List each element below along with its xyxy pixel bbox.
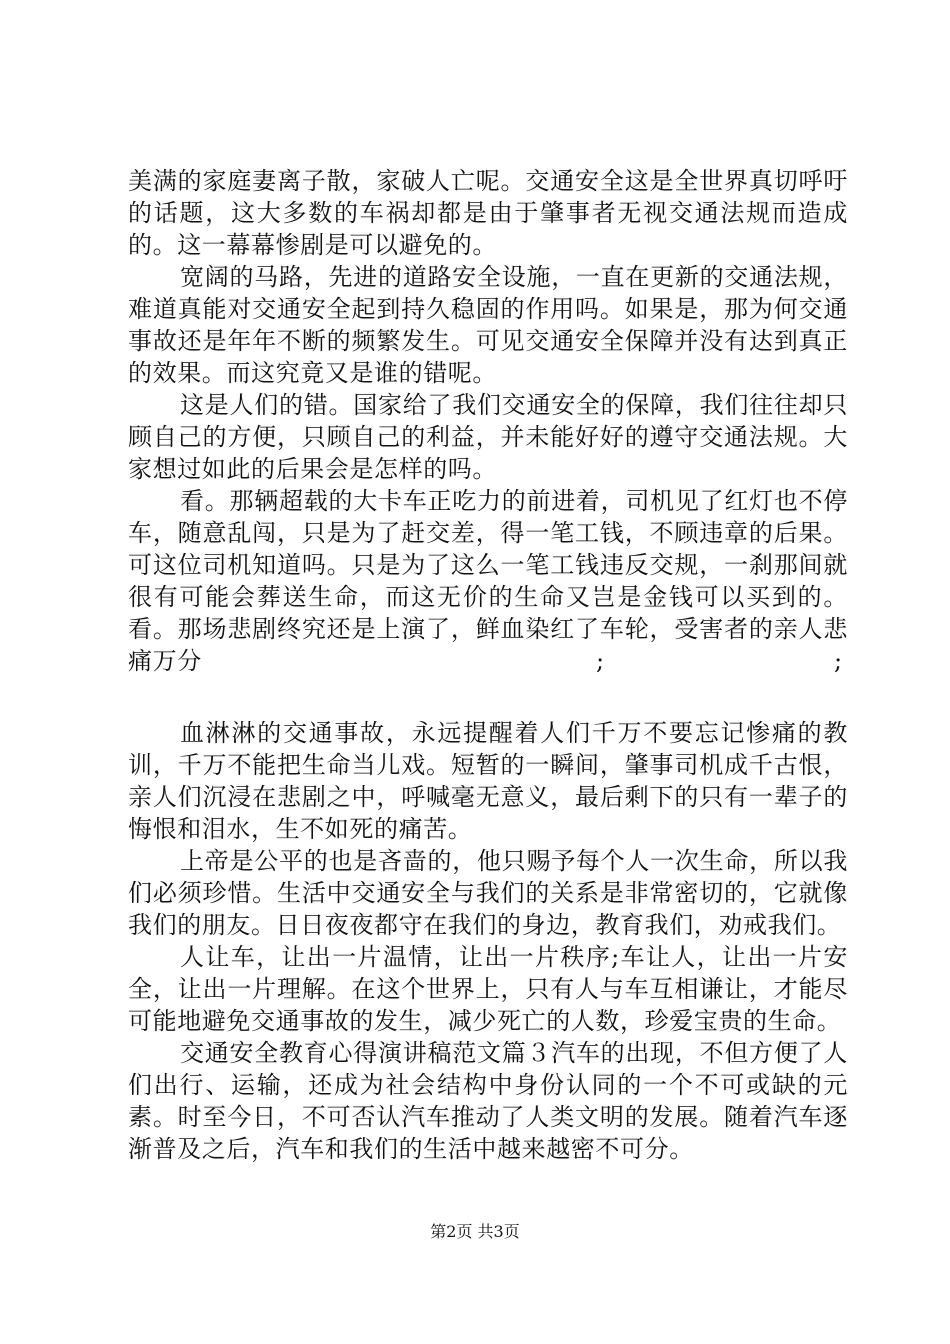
paragraph-2: 宽阔的马路，先进的道路安全设施，一直在更新的交通法规，难道真能对交通安全起到持久稳固的作用吗。如果是，那为何交通事故还是年年不断的频繁发生。可见交通安全保障并没有达到真正的效果。而这究竟又是谁的错呢。: [128, 263, 848, 387]
paragraph-7: 人让车，让出一片温情，让出一片秩序;车让人，让出一片安全，让出一片理解。在这个世界上，只有人与车互相谦让，才能尽可能地避免交通事故的发生，减少死亡的人数，珍爱宝贵的生命。: [128, 943, 848, 1035]
paragraph-8: 交通安全教育心得演讲稿范文篇３汽车的出现，不但方便了人们出行、运输，还成为社会结构中身份认同的一个不可或缺的元素。时至今日，不可否认汽车推动了人类文明的发展。随着汽车逐渐普及之后，汽车和我们的生活中越来越密不可分。: [128, 1039, 848, 1163]
paragraph-1: 美满的家庭妻离子散，家破人亡呢。交通安全这是全世界真切呼吁的话题，这大多数的车祸却都是由于肇事者无视交通法规而造成的。这一幕幕惨剧是可以避免的。: [128, 167, 848, 259]
semicolon-1: ;: [596, 647, 605, 675]
paragraph-3: 这是人们的错。国家给了我们交通安全的保障，我们往往却只顾自己的方便，只顾自己的利益，并未能好好的遵守交通法规。大家想过如此的后果会是怎样的吗。: [128, 391, 848, 483]
trailing-semicolons: [128, 645, 848, 677]
paragraph-4: 看。那辆超载的大卡车正吃力的前进着，司机见了红灯也不停车，随意乱闯，只是为了赶交差，得一笔工钱，不顾违章的后果。可这位司机知道吗。只是为了这么一笔工钱违反交规，一刹那间就很有可能会葬送生命，而这无价的生命又岂是金钱可以买到的。看。那场悲剧终究还是上演了，鲜血染红了车轮，受害者的亲人悲痛万分: [128, 487, 848, 675]
paragraph-5: 血淋淋的交通事故，永远提醒着人们千万不要忘记惨痛的教训，千万不能把生命当儿戏。短暂的一瞬间，肇事司机成千古恨，亲人们沉浸在悲剧之中，呼喊毫无意义，最后剩下的只有一辈子的悔恨和泪水，生不如死的痛苦。: [128, 719, 848, 843]
blank-line: [128, 677, 848, 717]
semicolon-2: ;: [834, 647, 843, 675]
paragraph-6: 上帝是公平的也是吝啬的，他只赐予每个人一次生命，所以我们必须珍惜。生活中交通安全与我们的关系是非常密切的，它就像我们的朋友。日日夜夜都守在我们的身边，教育我们，劝戒我们。: [128, 847, 848, 939]
body-text: [128, 165, 848, 1165]
page-footer: 第2页 共3页: [430, 1222, 520, 1241]
